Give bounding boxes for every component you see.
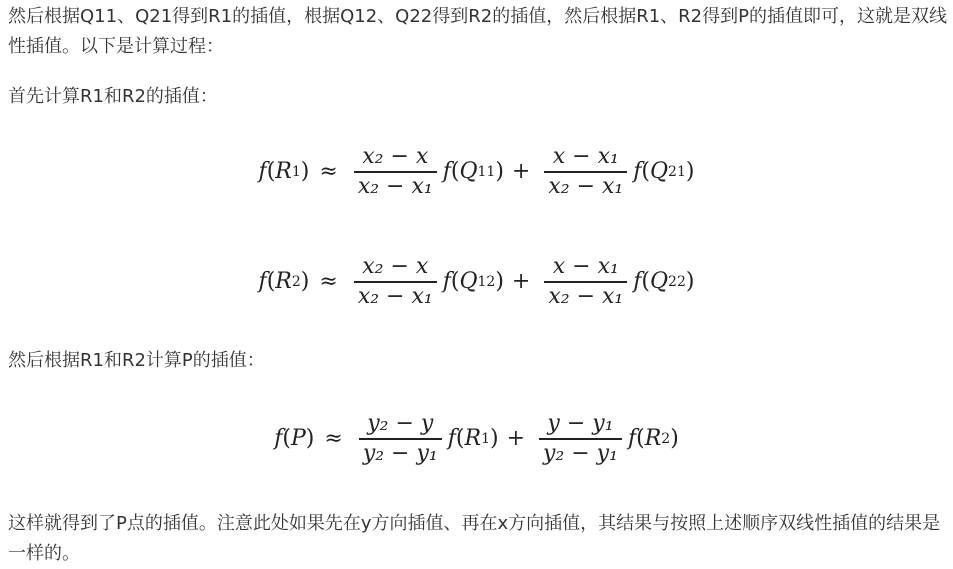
numerator: x₂ − x xyxy=(362,254,429,279)
term1-sub: 11 xyxy=(477,163,496,180)
equation-r2: f ( R 2 ) ≈ $\frac{\text{x₂ − x}}{\text{x₂ − x₁}}$ f ( Q 12 ) + $\frac{\text{x − x₁}}{\text{x₂ − x₁}}$ f ( Q 22 ) xyxy=(258,254,695,309)
fraction-2 xyxy=(544,253,627,311)
lhs-func: f xyxy=(258,159,267,185)
denominator: x₂ − x₁ xyxy=(357,173,433,199)
fraction-1 xyxy=(354,143,437,201)
denominator: x₂ − x₁ xyxy=(357,283,433,309)
denominator: x₂ − x₁ xyxy=(548,283,624,309)
lhs-func: f xyxy=(258,269,267,295)
numerator: x₂ − x xyxy=(362,144,429,169)
operator: + xyxy=(511,159,531,185)
intro-paragraph: 然后根据Q11、Q21得到R1的插值，根据Q12、Q22得到R2的插值，然后根据R1、R2得到P的插值即可，这就是双线性插值。以下是计算过程： xyxy=(8,6,947,57)
term2-sub: 21 xyxy=(668,163,686,180)
fraction-2 xyxy=(544,143,627,201)
term1-sub: 1 xyxy=(481,430,490,447)
step1-paragraph: 首先计算R1和R2的插值： xyxy=(8,86,218,107)
operator: + xyxy=(506,426,526,452)
term1-arg: R xyxy=(464,426,482,452)
equation-p: f ( P ) ≈ $\frac{\text{y₂ − y}}{\text{y₂ − y₁}}$ f ( R 1 ) + $\frac{\text{y − y₁}}{\text{y₂ − y₁}}$ f ( R 2 ) xyxy=(274,411,679,466)
numerator: y − y₁ xyxy=(547,411,614,436)
equation-r1: f ( R 1 ) ≈ $\frac{\text{x₂ − x}}{\text{x₂ − x₁}}$ f ( Q 11 ) + $\frac{\text{x − x₁}}{\text{x₂ − x₁}}$ f ( Q 21 ) xyxy=(258,144,695,199)
relation: ≈ xyxy=(319,269,338,295)
term1-arg: Q xyxy=(459,159,478,185)
numerator: x − x₁ xyxy=(552,144,619,169)
lhs-sub: 2 xyxy=(291,273,301,290)
denominator: x₂ − x₁ xyxy=(548,173,624,199)
denominator: y₂ − y₁ xyxy=(362,440,438,466)
term2-sub: 2 xyxy=(661,430,671,447)
term2-sub: 22 xyxy=(668,273,686,290)
lhs-arg: R xyxy=(275,159,292,185)
term2-arg: Q xyxy=(649,159,669,185)
conclusion-paragraph: 这样就得到了P点的插值。注意此处如果先在y方向插值、再在x方向插值，其结果与按照上述顺序双线性插值的结果是一样的。 xyxy=(8,513,941,564)
term2-arg: R xyxy=(644,426,662,452)
fraction-1 xyxy=(359,410,442,468)
step2-paragraph: 然后根据R1和R2计算P的插值： xyxy=(8,350,265,371)
relation: ≈ xyxy=(319,159,338,185)
lhs-arg: P xyxy=(290,426,306,452)
denominator: y₂ − y₁ xyxy=(543,440,618,466)
relation: ≈ xyxy=(324,426,343,452)
term1-arg: Q xyxy=(459,269,478,295)
lhs-sub: 1 xyxy=(291,163,301,180)
fraction-1 xyxy=(354,253,437,311)
term1-sub: 12 xyxy=(477,273,496,290)
lhs-func: f xyxy=(274,426,283,452)
lhs-arg: R xyxy=(275,269,292,295)
term2-arg: Q xyxy=(649,269,669,295)
numerator: x − x₁ xyxy=(552,254,619,279)
operator: + xyxy=(511,269,531,295)
numerator: y₂ − y xyxy=(367,411,434,436)
fraction-2 xyxy=(539,410,622,468)
